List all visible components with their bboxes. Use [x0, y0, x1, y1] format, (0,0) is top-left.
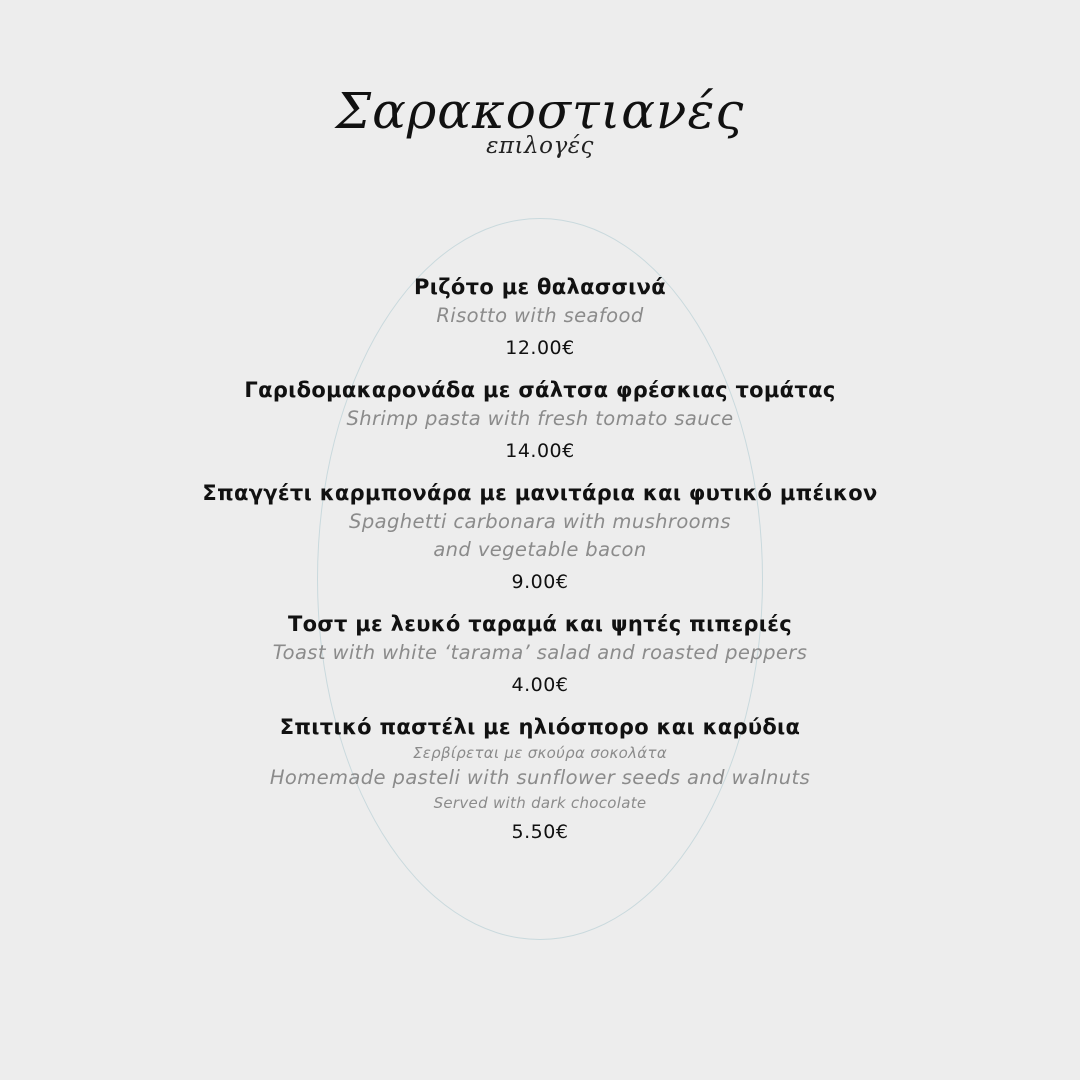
menu-item-risotto [0, 272, 1080, 361]
item-name: Ριζότο με θαλασσινά [414, 275, 666, 299]
item-name: Σπιτικό παστέλι με ηλιόσπορο και καρύδια [279, 715, 801, 739]
item-description [0, 508, 1080, 564]
menu-header [0, 78, 1080, 160]
item-description-line: Homemade pasteli with sunflower seeds and walnuts [269, 766, 811, 789]
menu-item-pasteli [0, 712, 1080, 845]
item-name: Σπαγγέτι καρμπονάρα με μανιτάρια και φυτικό μπέικον [202, 481, 878, 505]
item-description-line: Toast with white ‘tarama’ salad and roasted peppers [272, 641, 808, 664]
item-description [0, 639, 1080, 667]
menu-item-shrimp-pasta [0, 375, 1080, 464]
item-price: 9.00€ [511, 571, 569, 593]
menu-list [0, 272, 1080, 859]
page-title: Σαρακοστιανές [335, 82, 745, 140]
menu-item-toast [0, 609, 1080, 698]
item-name: Γαριδομακαρονάδα με σάλτσα φρέσκιας τομάτας [244, 378, 836, 402]
item-name: Τοστ με λευκό ταραμά και ψητές πιπεριές [287, 612, 793, 636]
item-price: 5.50€ [511, 821, 569, 843]
item-note-greek: Σερβίρεται με σκούρα σοκολάτα [412, 744, 668, 762]
item-price: 12.00€ [505, 337, 575, 359]
page-subtitle: επιλογές [486, 133, 594, 159]
item-note-english: Served with dark chocolate [433, 794, 647, 812]
item-description [0, 764, 1080, 792]
item-description-line: Spaghetti carbonara with mushrooms [349, 510, 731, 533]
item-description [0, 302, 1080, 330]
menu-item-carbonara [0, 478, 1080, 595]
item-description-line: Shrimp pasta with fresh tomato sauce [346, 407, 734, 430]
item-description-line: and vegetable bacon [433, 538, 647, 561]
item-description [0, 405, 1080, 433]
item-price: 14.00€ [505, 440, 575, 462]
item-price: 4.00€ [511, 674, 569, 696]
item-description-line: Risotto with seafood [436, 304, 644, 327]
